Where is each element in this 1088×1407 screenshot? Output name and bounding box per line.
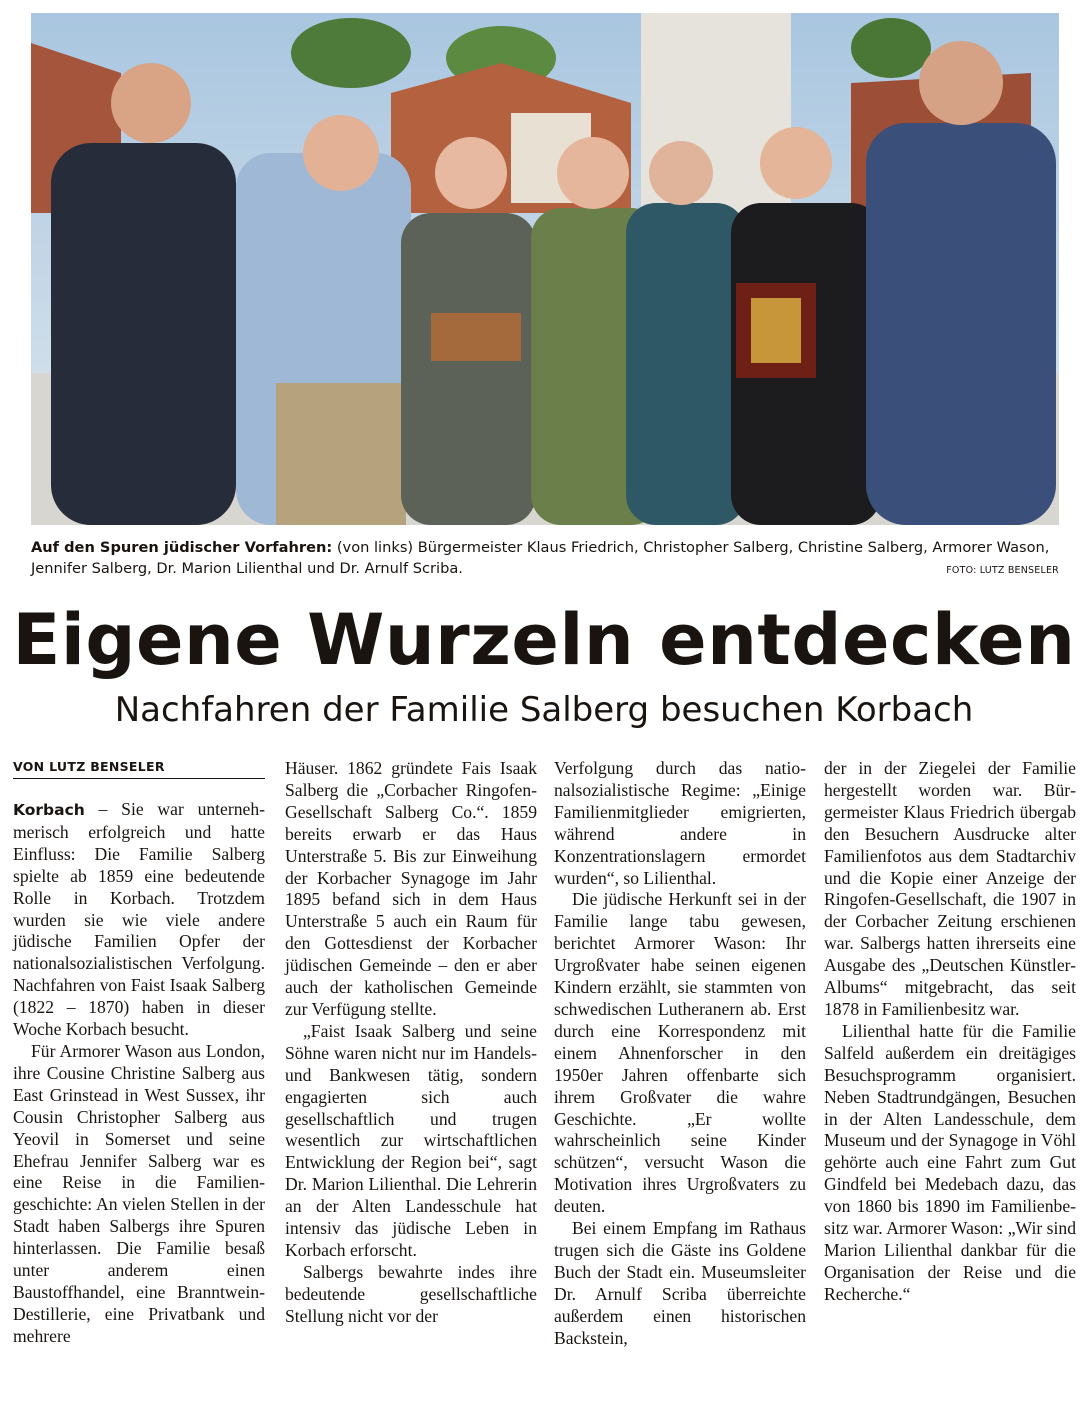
paragraph: der in der Ziegelei der Familie hergestellt worden war. Bürgermeister Klaus Friedrich übergab den Besuchern Ausdrucke alter Familienfotos aus dem Stadtarchiv und die Kopie einer Anzeige der Ringofen-Gesellschaft, die 1907 in der Corbacher Zeitung erschienen war. Salbergs hatten ihrerseits eine Ausgabe des „Deutschen Künstler-Albums“ mitgebracht, das seit 1878 in Familienbesitz war. xyxy=(824,758,1076,1019)
caption-text: (von links) Bürgermeister Klaus Friedrich, Christopher Salberg, Christine Salberg, Armorer Wason, Jennifer Salberg, Dr. Marion Lilienthal und Dr. Arnulf Scriba. xyxy=(31,539,1050,577)
group-photo-icon xyxy=(31,13,1059,525)
column-1 xyxy=(13,760,265,1348)
photo-caption xyxy=(31,537,1059,579)
byline: VON LUTZ BENSELER xyxy=(13,760,265,779)
subheadline: Nachfahren der Familie Salberg besuchen Korbach xyxy=(114,690,974,730)
paragraph: Für Armorer Wason aus London, ihre Cousine Christine Salberg aus East Grinstead in West Sussex, ihr Cousin Christopher Salberg aus Yeovil in Somerset und seine Ehefrau Jennifer Salberg war es eine Reise in die Familiengeschichte: An vielen Stellen in der Stadt haben Salbergs ihre Spuren hinterlassen. Die Familie besaß unter anderem einen Baustoffhandel, eine Branntwein-Destillerie, eine Privatbank und mehrere xyxy=(13,1040,265,1346)
paragraph: Korbach – Sie war unternehmerisch erfolgreich und hatte Einfluss: Die Familie Salberg spielte ab 1859 eine bedeutende Rolle in Korbach. Trotzdem wurden sie wie viele andere jüdische Familien Opfer der nationalsozialistischen Verfolgung. Nachfahren von Faist Isaak Salberg (1822 – 1870) haben in dieser Woche Korbach besucht. xyxy=(13,799,265,1040)
paragraph: Bei einem Empfang im Rathaus trugen sich die Gäste ins Goldene Buch der Stadt ein. Museumsleiter Dr. Arnulf Scriba überreichte außerdem einen historischen Backstein, xyxy=(554,1218,806,1348)
paragraph: Salbergs bewahrte indes ihre bedeutende gesellschaftliche Stellung nicht vor der xyxy=(285,1261,537,1326)
dateline: Korbach xyxy=(13,801,85,819)
article-photo xyxy=(31,13,1059,525)
column-2 xyxy=(285,758,537,1328)
paragraph: „Faist Isaak Salberg und seine Söhne waren nicht nur im Handels- und Bankwesen tätig, sondern engagierten sich auch gesellschaftlich und trugen wesentlich zur wirtschaftlichen Entwicklung der Region bei“, sagt Dr. Marion Lilienthal. Die Lehrerin an der Alten Landesschule hat intensiv das jüdische Leben in Korbach erforscht. xyxy=(285,1020,537,1260)
column-4 xyxy=(824,758,1076,1306)
headline: Eigene Wurzeln entdecken xyxy=(12,599,1076,681)
photo-credit: FOTO: LUTZ BENSELER xyxy=(946,565,1059,576)
paragraph: Lilienthal hatte für die Familie Salfeld außerdem ein dreitägiges Besuchsprogramm organisiert. Neben Stadtrundgängen, Besuchen in der Alten Landesschule, dem Museum und der Synagoge in Vöhl gehörte auch eine Fahrt zum Gut Gindfeld bei Medebach dazu, das von 1860 bis 1890 im Familienbesitz war. Armorer Wason: „Wir sind Marion Lilienthal dankbar für die Organisation der Reise und die Recherche.“ xyxy=(824,1020,1076,1304)
caption-lead: Auf den Spuren jüdischer Vorfahren: xyxy=(31,539,333,556)
column-3 xyxy=(554,758,806,1349)
paragraph: Die jüdische Herkunft sei in der Familie lange tabu gewesen, berichtet Armorer Wason: Ihr Urgroßvater habe seinen eigenen Kindern erzählt, sie stammten von schwedischen Lutheranern ab. Erst durch eine Korrespondenz mit einem Ahnenforscher in den 1950er Jahren offenbarte sich ihrem Großvater die wahre Geschichte. „Er wollte wahrscheinlich seine Kinder schützen“, versucht Wason die Motivation ihres Urgroßvaters zu deuten. xyxy=(554,889,806,1217)
paragraph: Häuser. 1862 gründete Fais Isaak Salberg die „Corbacher Ringofen-Gesellschaft Salberg Co.“. 1859 bereits erwarb er das Haus Unterstraße 5. Bis zur Einweihung der Korbacher Synagoge im Jahr 1895 befand sich in dem Haus Unterstraße 5 auch ein Raum für den Gottesdienst der Korbacher jüdischen Gemeinde – den er aber auch der katholischen Gemeinde zur Verfügung stellte. xyxy=(285,758,537,1019)
paragraph: Verfolgung durch das nationalsozialistische Regime: „Einige Familienmitglieder emigrierten, während andere in Konzentrationslagern ermordet wurden“, so Lilienthal. xyxy=(554,758,806,888)
